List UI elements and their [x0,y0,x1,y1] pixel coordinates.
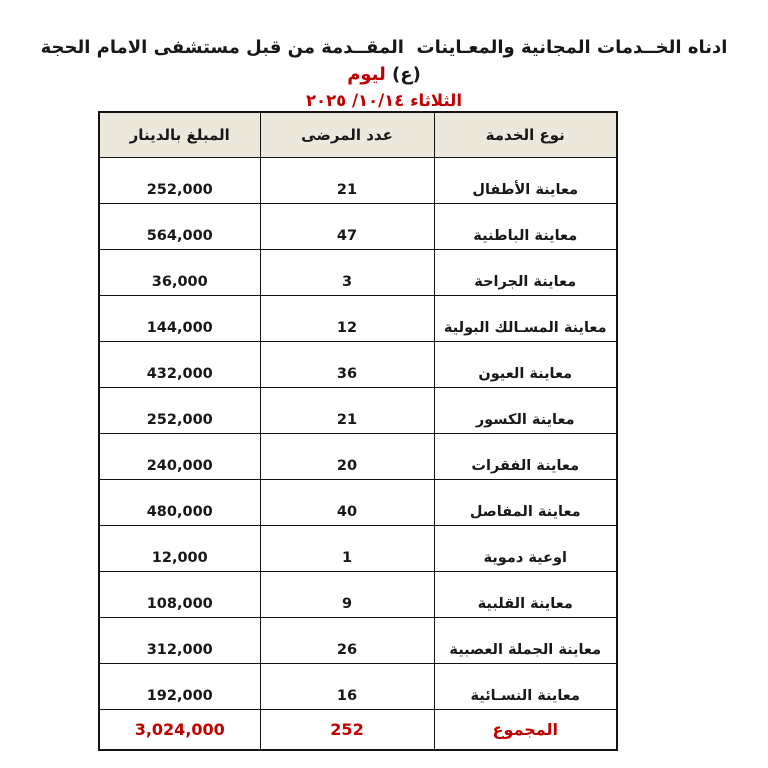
patients-cell: 1 [260,525,434,571]
service-cell: معاينة القلبية [434,571,617,617]
amount-cell: 564,000 [99,203,260,249]
table-row [99,249,617,295]
service-cell: معاينة الكسور [434,387,617,433]
patients-cell: 16 [260,663,434,709]
patients-cell: 9 [260,571,434,617]
service-cell: معاينة الباطنية [434,203,617,249]
table-row [99,203,617,249]
patients-cell: 12 [260,295,434,341]
weekday-name: الثلاثاء [410,91,463,110]
table-row [99,387,617,433]
service-cell: اوعية دموية [434,525,617,571]
amount-cell: 312,000 [99,617,260,663]
amount-cell: 36,000 [99,249,260,295]
total-row [99,709,617,750]
patients-cell: 3 [260,249,434,295]
service-cell: معاينة المسـالك البولية [434,295,617,341]
report-title [0,34,768,88]
amount-cell: 480,000 [99,479,260,525]
header-service-type: نوع الخدمة [434,112,617,157]
total-amount: 3,024,000 [99,709,260,750]
table-row [99,433,617,479]
service-cell: معاينة النسـائية [434,663,617,709]
patients-cell: 36 [260,341,434,387]
services-table [98,111,618,751]
patients-cell: 47 [260,203,434,249]
service-cell: معاينة الجراحة [434,249,617,295]
amount-cell: 240,000 [99,433,260,479]
amount-cell: 144,000 [99,295,260,341]
amount-cell: 192,000 [99,663,260,709]
table-row [99,157,617,203]
header-patient-count: عدد المرضى [260,112,434,157]
report-title-text: ادناه الخــدمات المجانية والمعـاينات المقــدمة من قبل مستشفى الامام الحجة (ع) [34,37,728,85]
service-cell: معاينة الفقرات [434,433,617,479]
amount-cell: 252,000 [99,387,260,433]
patients-cell: 40 [260,479,434,525]
report-title-day-word: ليوم [347,64,386,85]
patients-cell: 21 [260,157,434,203]
service-cell: معاينة الأطفال [434,157,617,203]
amount-cell: 432,000 [99,341,260,387]
report-date: ٢٠٢٥ /١٠/١٤ [305,91,405,110]
total-patients: 252 [260,709,434,750]
table-row [99,571,617,617]
report-title-block [0,0,768,114]
table-row [99,663,617,709]
service-cell: معاينة العيون [434,341,617,387]
service-cell: معاينة المفاصل [434,479,617,525]
table-row [99,479,617,525]
amount-cell: 12,000 [99,525,260,571]
table-row [99,295,617,341]
amount-cell: 108,000 [99,571,260,617]
table-row [99,525,617,571]
header-amount-dinar: المبلغ بالدينار [99,112,260,157]
header-row [99,112,617,157]
table-row [99,341,617,387]
service-cell: معاينة الجملة العصبية [434,617,617,663]
patients-cell: 20 [260,433,434,479]
patients-cell: 21 [260,387,434,433]
amount-cell: 252,000 [99,157,260,203]
total-label: المجموع [434,709,617,750]
table-row [99,617,617,663]
patients-cell: 26 [260,617,434,663]
table-header [99,112,617,157]
